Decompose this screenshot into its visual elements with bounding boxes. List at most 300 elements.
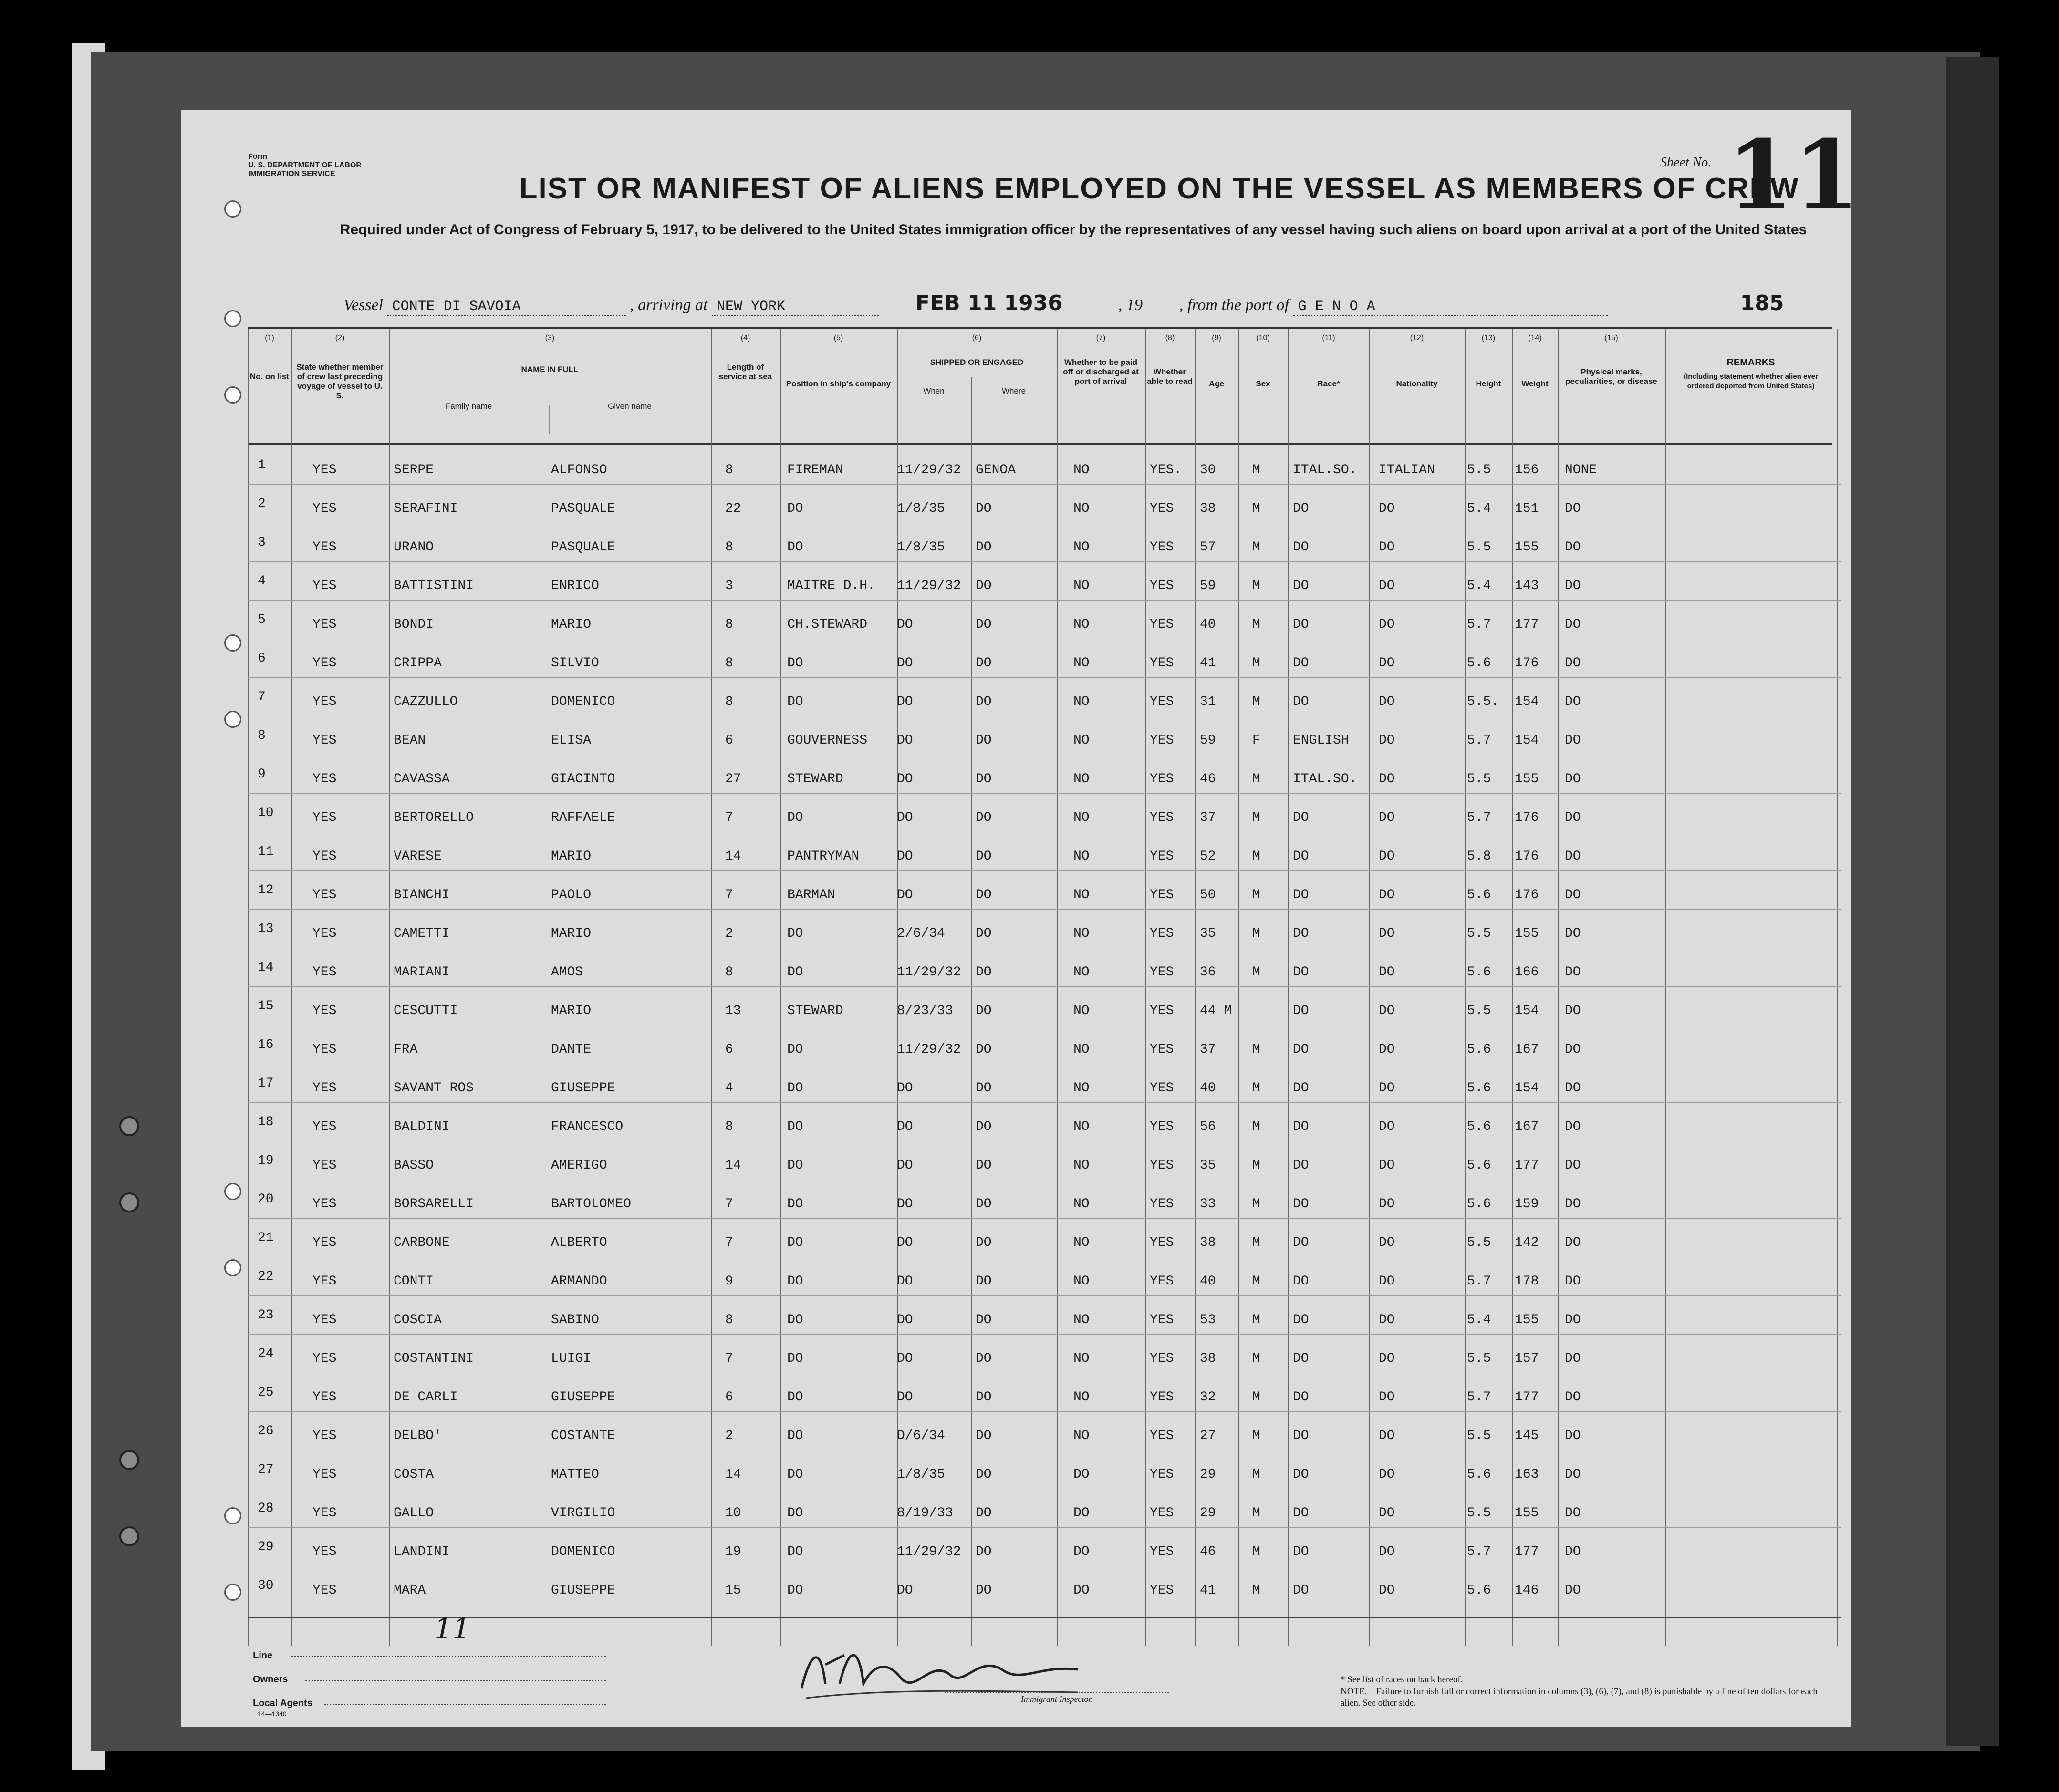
able-to-read-cell: YES <box>1150 1119 1174 1134</box>
position-cell: CH.STEWARD <box>787 617 868 632</box>
weight-cell: 155 <box>1515 1313 1539 1327</box>
vessel-name: CONTE DI SAVOIA <box>387 299 626 316</box>
row-number: 10 <box>258 806 274 820</box>
shipped-when-cell: DO <box>897 617 913 632</box>
family-name-cell: FRA <box>394 1042 418 1057</box>
position-cell: DO <box>787 1158 803 1173</box>
row-number: 5 <box>258 612 266 627</box>
sex-cell: M <box>1252 1274 1260 1289</box>
age-cell: 37 <box>1200 810 1216 825</box>
inspector-label: Immigrant Inspector. <box>1021 1694 1093 1704</box>
length-cell: 8 <box>725 1119 733 1134</box>
header-height: Height <box>1476 379 1501 388</box>
race-cell: DO <box>1293 501 1309 516</box>
length-cell: 14 <box>725 1467 741 1482</box>
physical-marks-cell: DO <box>1565 810 1581 825</box>
physical-marks-cell: DO <box>1565 579 1581 593</box>
length-cell: 19 <box>725 1544 741 1559</box>
length-cell: 15 <box>725 1583 741 1598</box>
column-divider <box>1837 329 1838 1646</box>
family-name-cell: GALLO <box>394 1506 434 1521</box>
height-cell: 5.6 <box>1467 1081 1491 1096</box>
sex-cell: M <box>1252 540 1260 555</box>
row-number: 21 <box>258 1231 274 1245</box>
shipped-where-cell: DO <box>976 926 992 941</box>
length-cell: 8 <box>725 540 733 555</box>
sex-cell: M <box>1252 463 1260 477</box>
state-cell: YES <box>312 926 337 941</box>
able-to-read-cell: YES <box>1150 926 1174 941</box>
race-cell: ITAL.SO. <box>1293 463 1357 477</box>
length-cell: 8 <box>725 694 733 709</box>
paid-off-cell: NO <box>1073 501 1090 516</box>
punch-hole <box>224 1259 241 1276</box>
height-cell: 5.6 <box>1467 965 1491 980</box>
column-number: (9) <box>1212 334 1221 342</box>
sex-cell: M <box>1252 1506 1260 1521</box>
given-name-cell: AMOS <box>551 965 583 980</box>
vessel-line <box>343 291 1784 316</box>
column-number: (8) <box>1165 334 1175 342</box>
binder-ring <box>119 1192 139 1212</box>
shipped-when-cell: DO <box>897 888 913 902</box>
paid-off-cell: NO <box>1073 1313 1090 1327</box>
punch-hole <box>224 1584 241 1601</box>
nationality-cell: DO <box>1379 1235 1395 1250</box>
paid-off-cell: DO <box>1073 1467 1090 1482</box>
race-cell: DO <box>1293 965 1309 980</box>
weight-cell: 145 <box>1515 1429 1539 1443</box>
race-cell: DO <box>1293 1390 1309 1405</box>
shipped-when-cell: DO <box>897 1274 913 1289</box>
weight-cell: 154 <box>1515 1081 1539 1096</box>
age-cell: 52 <box>1200 849 1216 864</box>
physical-marks-cell: DO <box>1565 1313 1581 1327</box>
weight-cell: 157 <box>1515 1351 1539 1366</box>
shipped-when-cell: 11/29/32 <box>897 1544 961 1559</box>
inspector-line <box>945 1691 1169 1693</box>
state-cell: YES <box>312 1158 337 1173</box>
physical-marks-cell: DO <box>1565 1506 1581 1521</box>
vessel-label: Vessel <box>343 296 384 314</box>
column-divider <box>1057 329 1058 1646</box>
nationality-cell: DO <box>1379 1197 1395 1212</box>
punch-hole <box>224 711 241 728</box>
height-cell: 5.5 <box>1467 1004 1491 1018</box>
state-cell: YES <box>312 1004 337 1018</box>
header-physical: Physical marks, peculiarities, or disease <box>1565 367 1657 386</box>
able-to-read-cell: YES <box>1150 965 1174 980</box>
sex-cell: M <box>1252 1197 1260 1212</box>
shipped-where-cell: DO <box>976 1429 992 1443</box>
family-name-cell: SERPE <box>394 463 434 477</box>
race-cell: ENGLISH <box>1293 733 1349 748</box>
state-cell: YES <box>312 1042 337 1057</box>
header-when: When <box>923 386 945 395</box>
paid-off-cell: NO <box>1073 965 1090 980</box>
length-cell: 7 <box>725 810 733 825</box>
column-number: (10) <box>1256 334 1270 342</box>
position-cell: DO <box>787 1119 803 1134</box>
row-number: 30 <box>258 1578 274 1593</box>
state-cell: YES <box>312 1197 337 1212</box>
sex-cell: M <box>1252 1235 1260 1250</box>
shipped-where-cell: DO <box>976 1004 992 1018</box>
physical-marks-cell: DO <box>1565 1158 1581 1173</box>
paid-off-cell: NO <box>1073 849 1090 864</box>
nationality-cell: DO <box>1379 1390 1395 1405</box>
shipped-when-cell: DO <box>897 694 913 709</box>
paid-off-cell: NO <box>1073 1429 1090 1443</box>
weight-cell: 154 <box>1515 694 1539 709</box>
paid-off-cell: NO <box>1073 1235 1090 1250</box>
race-cell: DO <box>1293 1506 1309 1521</box>
state-cell: YES <box>312 1351 337 1366</box>
shipped-where-cell: DO <box>976 617 992 632</box>
row-rule <box>248 1218 1841 1219</box>
length-cell: 9 <box>725 1274 733 1289</box>
weight-cell: 176 <box>1515 656 1539 671</box>
height-cell: 5.7 <box>1467 617 1491 632</box>
binder-ring <box>119 1116 139 1136</box>
race-cell: DO <box>1293 617 1309 632</box>
able-to-read-cell: YES <box>1150 1351 1174 1366</box>
race-cell: DO <box>1293 1197 1309 1212</box>
column-number: (13) <box>1481 334 1496 342</box>
column-divider <box>711 329 712 1646</box>
shipped-when-cell: DO <box>897 1158 913 1173</box>
length-cell: 8 <box>725 617 733 632</box>
weight-cell: 143 <box>1515 579 1539 593</box>
height-cell: 5.7 <box>1467 1274 1491 1289</box>
state-cell: YES <box>312 1544 337 1559</box>
row-number: 18 <box>258 1115 274 1129</box>
physical-marks-cell: DO <box>1565 1042 1581 1057</box>
given-name-cell: DOMENICO <box>551 694 615 709</box>
sex-cell: M <box>1252 1467 1260 1482</box>
given-name-cell: ARMANDO <box>551 1274 607 1289</box>
weight-cell: 155 <box>1515 1506 1539 1521</box>
shipped-when-cell: 8/23/33 <box>897 1004 953 1018</box>
race-cell: DO <box>1293 1119 1309 1134</box>
nationality-cell: DO <box>1379 694 1395 709</box>
age-cell: 40 <box>1200 1274 1216 1289</box>
height-cell: 5.6 <box>1467 1583 1491 1598</box>
shipped-when-cell: 11/29/32 <box>897 463 961 477</box>
height-cell: 5.4 <box>1467 579 1491 593</box>
row-number: 8 <box>258 728 266 743</box>
age-cell: 35 <box>1200 926 1216 941</box>
row-rule <box>248 793 1841 794</box>
table-bottom-rule <box>248 1617 1841 1618</box>
family-name-cell: BALDINI <box>394 1119 450 1134</box>
sex-cell: M <box>1252 656 1260 671</box>
physical-marks-cell: DO <box>1565 1544 1581 1559</box>
punch-hole <box>224 1183 241 1200</box>
shipped-where-cell: GENOA <box>976 463 1016 477</box>
agents-field <box>324 1703 606 1705</box>
row-number: 23 <box>258 1308 274 1323</box>
position-cell: DO <box>787 1583 803 1598</box>
arriving-port: NEW YORK <box>712 299 879 316</box>
physical-marks-cell: DO <box>1565 1081 1581 1096</box>
given-name-cell: GIUSEPPE <box>551 1081 615 1096</box>
family-name-cell: CAVASSA <box>394 772 450 787</box>
position-cell: DO <box>787 1081 803 1096</box>
given-name-cell: LUIGI <box>551 1351 592 1366</box>
position-cell: DO <box>787 965 803 980</box>
physical-marks-cell: DO <box>1565 656 1581 671</box>
paid-off-cell: NO <box>1073 733 1090 748</box>
column-divider <box>1195 329 1196 1646</box>
race-cell: DO <box>1293 694 1309 709</box>
height-cell: 5.7 <box>1467 733 1491 748</box>
height-cell: 5.6 <box>1467 1467 1491 1482</box>
length-cell: 2 <box>725 1429 733 1443</box>
physical-marks-cell: DO <box>1565 1429 1581 1443</box>
position-cell: DO <box>787 1313 803 1327</box>
state-cell: YES <box>312 1429 337 1443</box>
paid-off-cell: DO <box>1073 1506 1090 1521</box>
from-port: G E N O A <box>1293 299 1608 316</box>
paid-off-cell: NO <box>1073 617 1090 632</box>
family-name-cell: CRIPPA <box>394 656 442 671</box>
state-cell: YES <box>312 617 337 632</box>
paid-off-cell: NO <box>1073 463 1090 477</box>
age-cell: 27 <box>1200 1429 1216 1443</box>
position-cell: DO <box>787 1544 803 1559</box>
nationality-cell: DO <box>1379 501 1395 516</box>
owners-label: Owners <box>253 1674 288 1685</box>
row-number: 9 <box>258 767 266 782</box>
position-cell: STEWARD <box>787 1004 843 1018</box>
height-cell: 5.4 <box>1467 1313 1491 1327</box>
able-to-read-cell: YES <box>1150 1583 1174 1598</box>
column-number: (7) <box>1096 334 1106 342</box>
header-nationality: Nationality <box>1396 379 1438 388</box>
family-name-cell: CAMETTI <box>394 926 450 941</box>
nationality-cell: DO <box>1379 1004 1395 1018</box>
nationality-cell: DO <box>1379 1467 1395 1482</box>
able-to-read-cell: YES <box>1150 1467 1174 1482</box>
row-rule <box>248 600 1841 601</box>
shipped-when-cell: 11/29/32 <box>897 579 961 593</box>
race-cell: DO <box>1293 888 1309 902</box>
penalty-note: NOTE.—Failure to furnish full or correct information in columns (3), (6), (7), and (8) is punishable by a fine of ten dollars for each alien. See other side. <box>1341 1687 1818 1708</box>
shipped-when-cell: DO <box>897 1235 913 1250</box>
family-name-cell: BEAN <box>394 733 426 748</box>
shipped-where-cell: DO <box>976 1467 992 1482</box>
sex-cell: M <box>1252 772 1260 787</box>
row-number: 13 <box>258 922 274 936</box>
age-cell: 40 <box>1200 617 1216 632</box>
row-number: 29 <box>258 1540 274 1554</box>
shipped-when-cell: 1/8/35 <box>897 540 945 555</box>
shipped-where-cell: DO <box>976 1081 992 1096</box>
weight-cell: 151 <box>1515 501 1539 516</box>
position-cell: FIREMAN <box>787 463 843 477</box>
row-number: 4 <box>258 574 266 589</box>
height-cell: 5.7 <box>1467 810 1491 825</box>
able-to-read-cell: YES <box>1150 617 1174 632</box>
weight-cell: 154 <box>1515 1004 1539 1018</box>
able-to-read-cell: YES <box>1150 733 1174 748</box>
nationality-cell: DO <box>1379 1081 1395 1096</box>
race-cell: DO <box>1293 1158 1309 1173</box>
height-cell: 5.5 <box>1467 463 1491 477</box>
weight-cell: 177 <box>1515 1158 1539 1173</box>
given-name-cell: SILVIO <box>551 656 599 671</box>
column-divider <box>248 329 249 1646</box>
given-name-cell: AMERIGO <box>551 1158 607 1173</box>
physical-marks-cell: DO <box>1565 1351 1581 1366</box>
punch-hole <box>224 200 241 218</box>
age-cell: 36 <box>1200 965 1216 980</box>
physical-marks-cell: DO <box>1565 1004 1581 1018</box>
sheet-label: Sheet No. <box>1660 155 1712 170</box>
length-cell: 8 <box>725 1313 733 1327</box>
paid-off-cell: NO <box>1073 1274 1090 1289</box>
physical-marks-cell: DO <box>1565 888 1581 902</box>
weight-cell: 167 <box>1515 1119 1539 1134</box>
column-number: (1) <box>265 334 274 342</box>
shipped-when-cell: DO <box>897 1197 913 1212</box>
row-number: 17 <box>258 1076 274 1091</box>
given-name-cell: GIACINTO <box>551 772 615 787</box>
able-to-read-cell: YES <box>1150 1506 1174 1521</box>
sex-cell: M <box>1252 1390 1260 1405</box>
row-rule <box>248 909 1841 910</box>
shipped-when-cell: DO <box>897 810 913 825</box>
position-cell: DO <box>787 1506 803 1521</box>
header-race: Race* <box>1317 379 1340 388</box>
state-cell: YES <box>312 1583 337 1598</box>
weight-cell: 146 <box>1515 1583 1539 1598</box>
sex-cell: M <box>1252 1351 1260 1366</box>
height-cell: 5.7 <box>1467 1390 1491 1405</box>
row-number: 28 <box>258 1501 274 1516</box>
header-given: Given name <box>608 402 652 411</box>
given-name-cell: ALBERTO <box>551 1235 607 1250</box>
row-number: 14 <box>258 960 274 975</box>
shipped-when-cell: DO <box>897 772 913 787</box>
length-cell: 8 <box>725 965 733 980</box>
from-label: , from the port of <box>1179 296 1289 314</box>
sex-cell: M <box>1252 888 1260 902</box>
race-cell: DO <box>1293 1313 1309 1327</box>
height-cell: 5.6 <box>1467 1042 1491 1057</box>
shipped-where-cell: DO <box>976 1351 992 1366</box>
state-cell: YES <box>312 849 337 864</box>
age-cell: 33 <box>1200 1197 1216 1212</box>
sex-cell: M <box>1252 810 1260 825</box>
column-divider <box>897 329 898 1646</box>
row-number: 11 <box>258 844 274 859</box>
shipped-when-cell: D/6/34 <box>897 1429 945 1443</box>
paid-off-cell: NO <box>1073 694 1090 709</box>
column-divider <box>1665 329 1666 1646</box>
able-to-read-cell: YES <box>1150 810 1174 825</box>
race-cell: DO <box>1293 849 1309 864</box>
state-cell: YES <box>312 1119 337 1134</box>
family-name-cell: CESCUTTI <box>394 1004 458 1018</box>
row-rule <box>248 870 1841 871</box>
header-weight: Weight <box>1521 379 1549 388</box>
row-rule <box>248 1334 1841 1335</box>
shipped-when-cell: DO <box>897 1583 913 1598</box>
family-name-cell: BASSO <box>394 1158 434 1173</box>
physical-marks-cell: DO <box>1565 540 1581 555</box>
length-cell: 7 <box>725 1351 733 1366</box>
able-to-read-cell: YES <box>1150 1429 1174 1443</box>
nationality-cell: DO <box>1379 733 1395 748</box>
state-cell: YES <box>312 694 337 709</box>
column-divider <box>291 329 292 1646</box>
family-name-cell: LANDINI <box>394 1544 450 1559</box>
race-cell: DO <box>1293 656 1309 671</box>
height-cell: 5.4 <box>1467 501 1491 516</box>
length-cell: 7 <box>725 888 733 902</box>
column-divider <box>1558 329 1559 1646</box>
nationality-cell: DO <box>1379 1158 1395 1173</box>
row-number: 22 <box>258 1269 274 1284</box>
weight-cell: 156 <box>1515 463 1539 477</box>
race-cell: DO <box>1293 1351 1309 1366</box>
race-cell: DO <box>1293 579 1309 593</box>
shipped-when-cell: DO <box>897 733 913 748</box>
able-to-read-cell: YES <box>1150 694 1174 709</box>
length-cell: 22 <box>725 501 741 516</box>
given-name-cell: BARTOLOMEO <box>551 1197 632 1212</box>
header-paid: Whether to be paid off or discharged at port of arrival <box>1063 358 1139 386</box>
shipped-where-cell: DO <box>976 1274 992 1289</box>
physical-marks-cell: DO <box>1565 1274 1581 1289</box>
form-id-block <box>248 153 362 178</box>
column-number: (2) <box>335 334 345 342</box>
physical-marks-cell: DO <box>1565 1583 1581 1598</box>
form-code: 14—1340 <box>258 1710 287 1718</box>
column-number: (5) <box>833 334 843 342</box>
age-cell: 53 <box>1200 1313 1216 1327</box>
length-cell: 6 <box>725 733 733 748</box>
physical-marks-cell: DO <box>1565 1390 1581 1405</box>
length-cell: 14 <box>725 849 741 864</box>
height-cell: 5.5 <box>1467 540 1491 555</box>
age-cell: 38 <box>1200 501 1216 516</box>
year-label: , 19 <box>1118 296 1143 314</box>
nationality-cell: DO <box>1379 965 1395 980</box>
state-cell: YES <box>312 810 337 825</box>
able-to-read-cell: YES <box>1150 656 1174 671</box>
weight-cell: 142 <box>1515 1235 1539 1250</box>
nationality-cell: DO <box>1379 849 1395 864</box>
physical-marks-cell: DO <box>1565 849 1581 864</box>
state-cell: YES <box>312 1081 337 1096</box>
nationality-cell: DO <box>1379 1274 1395 1289</box>
shipped-where-cell: DO <box>976 1042 992 1057</box>
state-cell: YES <box>312 540 337 555</box>
state-cell: YES <box>312 1467 337 1482</box>
paid-off-cell: NO <box>1073 1158 1090 1173</box>
header-remarks: REMARKS <box>1726 357 1775 368</box>
weight-cell: 177 <box>1515 1390 1539 1405</box>
weight-cell: 177 <box>1515 1544 1539 1559</box>
state-cell: YES <box>312 463 337 477</box>
given-name-cell: MARIO <box>551 1004 592 1018</box>
column-number: (11) <box>1322 334 1335 342</box>
paid-off-cell: NO <box>1073 579 1090 593</box>
column-divider <box>1512 329 1513 1646</box>
